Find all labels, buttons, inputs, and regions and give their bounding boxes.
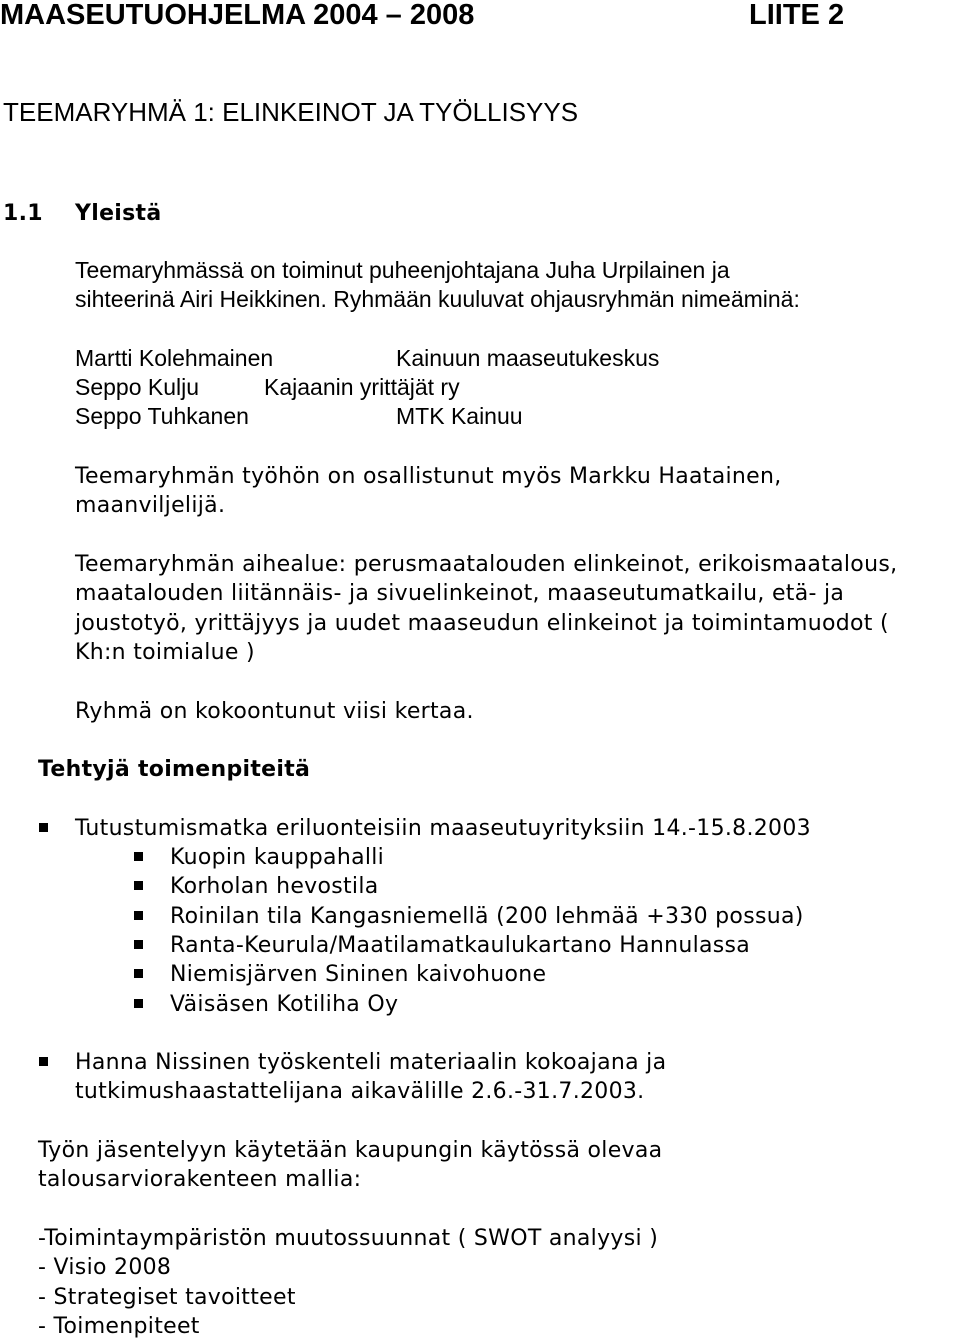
member-name: Seppo Tuhkanen [75,403,249,429]
structure-line-1: Työn jäsentelyyn käytetään kaupungin käytössä olevaa [38,1138,663,1163]
member-org: MTK Kainuu [396,403,523,429]
square-bullet-icon [39,823,48,832]
scope-line-3: joustotyö, yrittäjyys ja uudet maaseudun elinkeinot ja toimintamuodot ( [75,611,889,636]
intro-line-1: Teemaryhmässä on toiminut puheenjohtajana Juha Urpilainen ja [75,257,730,283]
trip-subitem: Roinilan tila Kangasniemellä (200 lehmää +330 possua) [170,904,804,929]
meetings-text: Ryhmä on kokoontunut viisi kertaa. [75,699,474,724]
trip-subitem: Korholan hevostila [170,874,379,899]
theme-group-title: TEEMARYHMÄ 1: ELINKEINOT JA TYÖLLISYYS [3,97,579,127]
hanna-line-1: Hanna Nissinen työskenteli materiaalin kokoajana ja [75,1050,667,1075]
participant-line-1: Teemaryhmän työhön on osallistunut myös Markku Haatainen, [75,464,782,489]
section-number: 1.1 [3,201,43,226]
participant-line-2: maanviljelijä. [75,493,226,518]
appendix-label: LIITE 2 [749,0,845,31]
member-org: Kajaanin yrittäjät ry [264,374,460,400]
dash-item: - Visio 2008 [38,1255,172,1280]
member-org: Kainuun maaseutukeskus [396,345,660,371]
dash-item: - Strategiset tavoitteet [38,1285,296,1310]
member-name: Seppo Kulju [75,374,200,400]
trip-subitem: Kuopin kauppahalli [170,845,385,870]
square-bullet-icon [134,911,143,920]
member-name: Martti Kolehmainen [75,345,274,371]
section-title: Yleistä [75,201,162,226]
intro-line-2: sihteerinä Airi Heikkinen. Ryhmään kuuluvat ohjausryhmän nimeäminä: [75,286,800,312]
square-bullet-icon [39,1057,48,1066]
trip-item: Tutustumismatka eriluonteisiin maaseutuyrityksiin 14.-15.8.2003 [75,816,811,841]
scope-line-4: Kh:n toimialue ) [75,640,255,665]
trip-subitem: Niemisjärven Sininen kaivohuone [170,962,547,987]
trip-subitem: Ranta-Keurula/Maatilamatkaulukartano Hannulassa [170,933,751,958]
document-title: MAASEUTUOHJELMA 2004 – 2008 [0,0,475,31]
hanna-line-2: tutkimushaastattelijana aikavälille 2.6.-31.7.2003. [75,1079,645,1104]
square-bullet-icon [134,999,143,1008]
square-bullet-icon [134,881,143,890]
dash-item: - Toimenpiteet [38,1314,200,1339]
scope-line-2: maatalouden liitännäis- ja sivuelinkeinot, maaseutumatkailu, etä- ja [75,581,845,606]
square-bullet-icon [134,969,143,978]
structure-line-2: talousarviorakenteen mallia: [38,1167,362,1192]
dash-item: -Toimintaympäristön muutossuunnat ( SWOT analyysi ) [38,1226,659,1251]
square-bullet-icon [134,940,143,949]
scope-line-1: Teemaryhmän aihealue: perusmaatalouden elinkeinot, erikoismaatalous, [75,552,898,577]
square-bullet-icon [134,852,143,861]
trip-subitem: Väisäsen Kotiliha Oy [170,992,399,1017]
actions-heading: Tehtyjä toimenpiteitä [38,757,311,782]
